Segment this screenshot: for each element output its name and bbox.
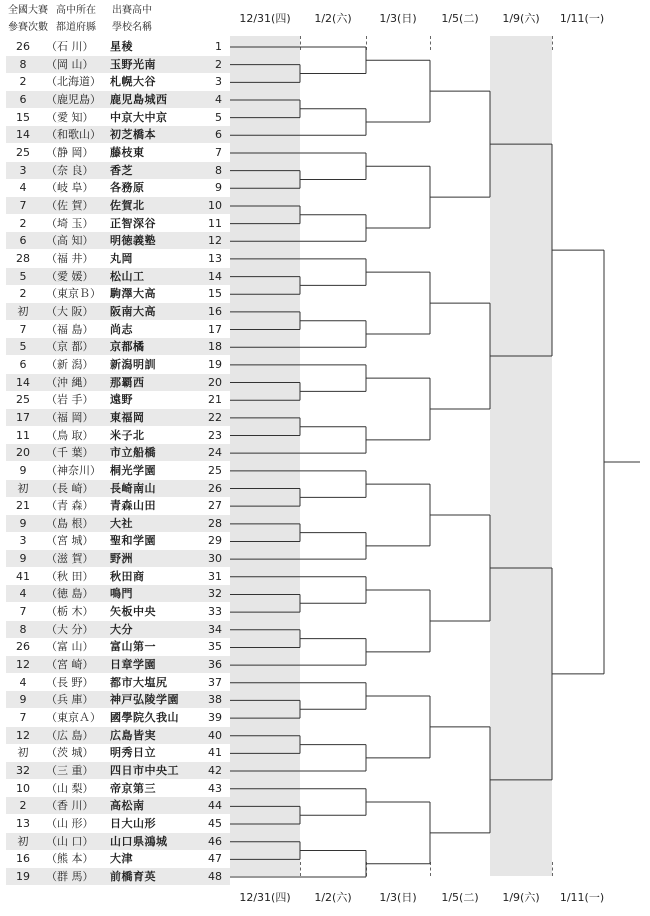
seed-number: 2	[215, 57, 222, 71]
seed-number: 16	[208, 304, 222, 318]
school-name: 明徳義塾	[110, 234, 156, 248]
appearances: 9	[19, 693, 27, 707]
prefecture: （東京Ａ）	[46, 711, 101, 725]
school-name: 遠野	[110, 393, 133, 407]
appearances: 28	[16, 251, 30, 265]
seed-number: 13	[208, 251, 222, 265]
appearances: 4	[19, 675, 27, 689]
prefecture: （秋 田）	[46, 569, 94, 583]
appearances: 32	[16, 764, 30, 778]
appearances: 2	[19, 287, 27, 301]
appearances: 6	[19, 92, 27, 106]
appearances: 初	[17, 481, 29, 495]
appearances: 26	[16, 640, 30, 654]
appearances: 9	[19, 516, 27, 530]
school-name: 藤枝東	[110, 145, 145, 159]
appearances: 初	[17, 304, 29, 318]
appearances: 7	[19, 605, 27, 619]
seed-number: 28	[208, 516, 222, 530]
appearances: 12	[16, 658, 30, 672]
seed-number: 38	[208, 693, 222, 707]
appearances: 5	[19, 340, 27, 354]
prefecture: （福 井）	[46, 251, 94, 265]
school-name: 前橋育英	[110, 870, 156, 884]
seed-number: 37	[208, 675, 222, 689]
school-name: 駒澤大高	[110, 287, 156, 301]
prefecture: （東京Ｂ）	[46, 287, 101, 301]
appearances: 6	[19, 234, 27, 248]
appearances: 9	[19, 552, 27, 566]
seed-number: 10	[208, 198, 222, 212]
header-appearances: 全國大賽	[8, 5, 48, 16]
school-name: 尚志	[110, 322, 133, 336]
prefecture: （茨 城）	[46, 746, 94, 760]
header-prefecture-2: 都道府縣	[56, 22, 96, 33]
school-name: 日大山形	[110, 817, 156, 831]
date-header-bottom: 1/11(一)	[559, 891, 605, 904]
school-name: 山口県鴻城	[110, 834, 168, 848]
header-school: 出賽高中	[112, 5, 152, 16]
prefecture: （神奈川）	[46, 463, 101, 477]
appearances: 19	[16, 870, 30, 884]
appearances: 13	[16, 817, 30, 831]
school-name: 長崎南山	[110, 481, 156, 495]
seed-number: 31	[208, 569, 222, 583]
prefecture: （兵 庫）	[46, 693, 94, 707]
appearances: 10	[16, 781, 30, 795]
school-name: 帝京第三	[110, 781, 156, 795]
seed-number: 27	[208, 499, 222, 513]
seed-number: 14	[208, 269, 222, 283]
appearances: 初	[17, 746, 29, 760]
prefecture: （大 阪）	[46, 304, 94, 318]
school-name: 各務原	[110, 181, 145, 195]
school-name: 星稜	[110, 40, 133, 53]
date-header-bottom: 1/3(日)	[379, 891, 417, 904]
seed-number: 8	[215, 163, 222, 177]
seed-number: 9	[215, 181, 222, 195]
seed-number: 24	[208, 446, 222, 460]
school-name: 鳴門	[110, 587, 133, 601]
prefecture: （宮 崎）	[46, 658, 94, 672]
school-name: 新潟明訓	[110, 357, 156, 371]
school-name: 市立船橋	[110, 446, 156, 460]
prefecture: （香 川）	[46, 799, 94, 813]
school-name: 丸岡	[110, 251, 133, 265]
school-name: 明秀日立	[110, 746, 156, 760]
seed-number: 4	[215, 92, 222, 106]
prefecture: （鹿児島）	[46, 92, 101, 106]
prefecture: （鳥 取）	[46, 428, 94, 442]
school-name: 鹿児島城西	[110, 92, 168, 106]
appearances: 15	[16, 110, 30, 124]
prefecture: （埼 玉）	[46, 216, 94, 230]
date-header-top: 1/9(六)	[502, 12, 540, 25]
seed-number: 18	[208, 340, 222, 354]
prefecture: （富 山）	[46, 640, 94, 654]
seed-number: 34	[208, 622, 222, 636]
appearances: 12	[16, 728, 30, 742]
prefecture: （広 島）	[46, 728, 94, 742]
seed-number: 15	[208, 287, 222, 301]
school-name: 富山第一	[110, 640, 156, 654]
prefecture: （千 葉）	[46, 446, 94, 460]
prefecture: （山 口）	[46, 834, 94, 848]
prefecture: （大 分）	[46, 622, 94, 636]
appearances: 2	[19, 75, 27, 89]
appearances: 8	[19, 622, 27, 636]
school-name: 広島皆実	[110, 728, 156, 742]
appearances: 14	[16, 375, 30, 389]
prefecture: （徳 島）	[46, 587, 94, 601]
seed-number: 17	[208, 322, 222, 336]
appearances: 14	[16, 128, 30, 142]
prefecture: （青 森）	[46, 499, 94, 513]
seed-number: 40	[208, 728, 222, 742]
seed-number: 30	[208, 552, 222, 566]
header-prefecture: 高中所在	[56, 5, 96, 16]
prefecture: （岐 阜）	[46, 181, 94, 195]
school-name: 松山工	[110, 269, 145, 283]
appearances: 9	[19, 463, 27, 477]
prefecture: （新 潟）	[46, 357, 94, 371]
prefecture: （福 岡）	[46, 410, 94, 424]
appearances: 8	[19, 57, 27, 71]
date-header-bottom: 1/5(二)	[441, 891, 479, 904]
prefecture: （三 重）	[46, 764, 94, 778]
seed-number: 47	[208, 852, 222, 866]
prefecture: （石 川）	[46, 40, 94, 53]
appearances: 2	[19, 799, 27, 813]
seed-number: 12	[208, 234, 222, 248]
seed-number: 29	[208, 534, 222, 548]
appearances: 初	[17, 834, 29, 848]
school-name: 青森山田	[110, 499, 156, 513]
seed-number: 41	[208, 746, 222, 760]
prefecture: （群 馬）	[46, 870, 94, 884]
prefecture: （長 崎）	[46, 481, 94, 495]
seed-number: 48	[208, 870, 222, 884]
appearances: 4	[19, 181, 27, 195]
prefecture: （山 形）	[46, 817, 94, 831]
school-name: 玉野光南	[110, 57, 156, 71]
seed-number: 25	[208, 463, 222, 477]
seed-number: 23	[208, 428, 222, 442]
seed-number: 39	[208, 711, 222, 725]
prefecture: （熊 本）	[46, 852, 94, 866]
seed-number: 7	[215, 145, 222, 159]
seed-number: 3	[215, 75, 222, 89]
school-name: 野洲	[110, 552, 133, 566]
school-name: 中京大中京	[110, 110, 168, 124]
seed-number: 5	[215, 110, 222, 124]
school-name: 札幌大谷	[110, 75, 156, 89]
school-name: 國學院久我山	[110, 711, 179, 725]
appearances: 25	[16, 145, 30, 159]
school-name: 聖和学園	[110, 534, 156, 548]
appearances: 6	[19, 357, 27, 371]
school-name: 佐賀北	[110, 198, 145, 212]
date-header-top: 1/5(二)	[441, 12, 479, 25]
appearances: 4	[19, 587, 27, 601]
prefecture: （福 島）	[46, 322, 94, 336]
seed-number: 1	[215, 40, 222, 53]
seed-number: 35	[208, 640, 222, 654]
date-header-bottom: 12/31(四)	[239, 891, 291, 904]
school-name: 都市大塩尻	[110, 675, 168, 689]
date-header-top: 1/3(日)	[379, 12, 417, 25]
appearances: 2	[19, 216, 27, 230]
prefecture: （島 根）	[46, 516, 94, 530]
seed-number: 11	[208, 216, 222, 230]
prefecture: （愛 媛）	[46, 269, 94, 283]
prefecture: （高 知）	[46, 234, 94, 248]
header-appearances-2: 參賽次數	[8, 22, 48, 33]
date-header-top: 1/2(六)	[314, 12, 352, 25]
seed-number: 26	[208, 481, 222, 495]
seed-number: 19	[208, 357, 222, 371]
prefecture: （佐 賀）	[46, 198, 94, 212]
prefecture: （滋 賀）	[46, 552, 94, 566]
date-header-bottom: 1/9(六)	[502, 891, 540, 904]
appearances: 16	[16, 852, 30, 866]
seed-number: 36	[208, 658, 222, 672]
header-school-2: 學校名稱	[112, 22, 152, 33]
prefecture: （岡 山）	[46, 57, 94, 71]
appearances: 20	[16, 446, 30, 460]
appearances: 25	[16, 393, 30, 407]
school-name: 正智深谷	[110, 216, 156, 230]
seed-number: 22	[208, 410, 222, 424]
prefecture: （栃 木）	[46, 605, 94, 619]
appearances: 41	[16, 569, 30, 583]
school-name: 大分	[110, 622, 133, 636]
prefecture: （沖 縄）	[46, 375, 94, 389]
school-name: 日章学園	[110, 658, 156, 672]
school-name: 大津	[110, 852, 133, 866]
seed-number: 45	[208, 817, 222, 831]
date-header-top: 1/11(一)	[559, 12, 605, 25]
school-name: 那覇西	[110, 375, 145, 389]
school-name: 香芝	[110, 163, 133, 177]
appearances: 5	[19, 269, 27, 283]
prefecture: （京 都）	[46, 340, 94, 354]
seed-number: 44	[208, 799, 222, 813]
seed-number: 6	[215, 128, 222, 142]
seed-number: 42	[208, 764, 222, 778]
prefecture: （愛 知）	[46, 110, 94, 124]
seed-number: 20	[208, 375, 222, 389]
prefecture: （奈 良）	[46, 163, 94, 177]
school-name: 初芝橋本	[110, 128, 156, 142]
school-name: 桐光学園	[110, 463, 156, 477]
school-name: 阪南大高	[110, 304, 156, 318]
seed-number: 43	[208, 781, 222, 795]
appearances: 3	[19, 534, 27, 548]
seed-number: 46	[208, 834, 222, 848]
prefecture: （宮 城）	[46, 534, 94, 548]
seed-number: 32	[208, 587, 222, 601]
appearances: 26	[16, 40, 30, 53]
appearances: 17	[16, 410, 30, 424]
school-name: 高松南	[110, 799, 145, 813]
appearances: 3	[19, 163, 27, 177]
school-name: 神戸弘陵学園	[110, 693, 179, 707]
date-header-bottom: 1/2(六)	[314, 891, 352, 904]
appearances: 21	[16, 499, 30, 513]
school-name: 京都橘	[110, 340, 145, 354]
prefecture: （山 梨）	[46, 781, 94, 795]
appearances: 7	[19, 711, 27, 725]
appearances: 11	[16, 428, 30, 442]
school-name: 米子北	[110, 428, 145, 442]
prefecture: （長 野）	[46, 675, 94, 689]
prefecture: （北海道）	[46, 75, 101, 89]
school-name: 東福岡	[110, 410, 145, 424]
prefecture: （和歌山）	[46, 128, 101, 142]
seed-number: 33	[208, 605, 222, 619]
school-name: 矢板中央	[110, 605, 156, 619]
prefecture: （静 岡）	[46, 145, 94, 159]
seed-number: 21	[208, 393, 222, 407]
school-name: 四日市中央工	[110, 764, 179, 778]
prefecture: （岩 手）	[46, 393, 94, 407]
date-header-top: 12/31(四)	[239, 12, 291, 25]
school-name: 秋田商	[110, 569, 145, 583]
appearances: 7	[19, 198, 27, 212]
school-name: 大社	[110, 516, 133, 530]
appearances: 7	[19, 322, 27, 336]
